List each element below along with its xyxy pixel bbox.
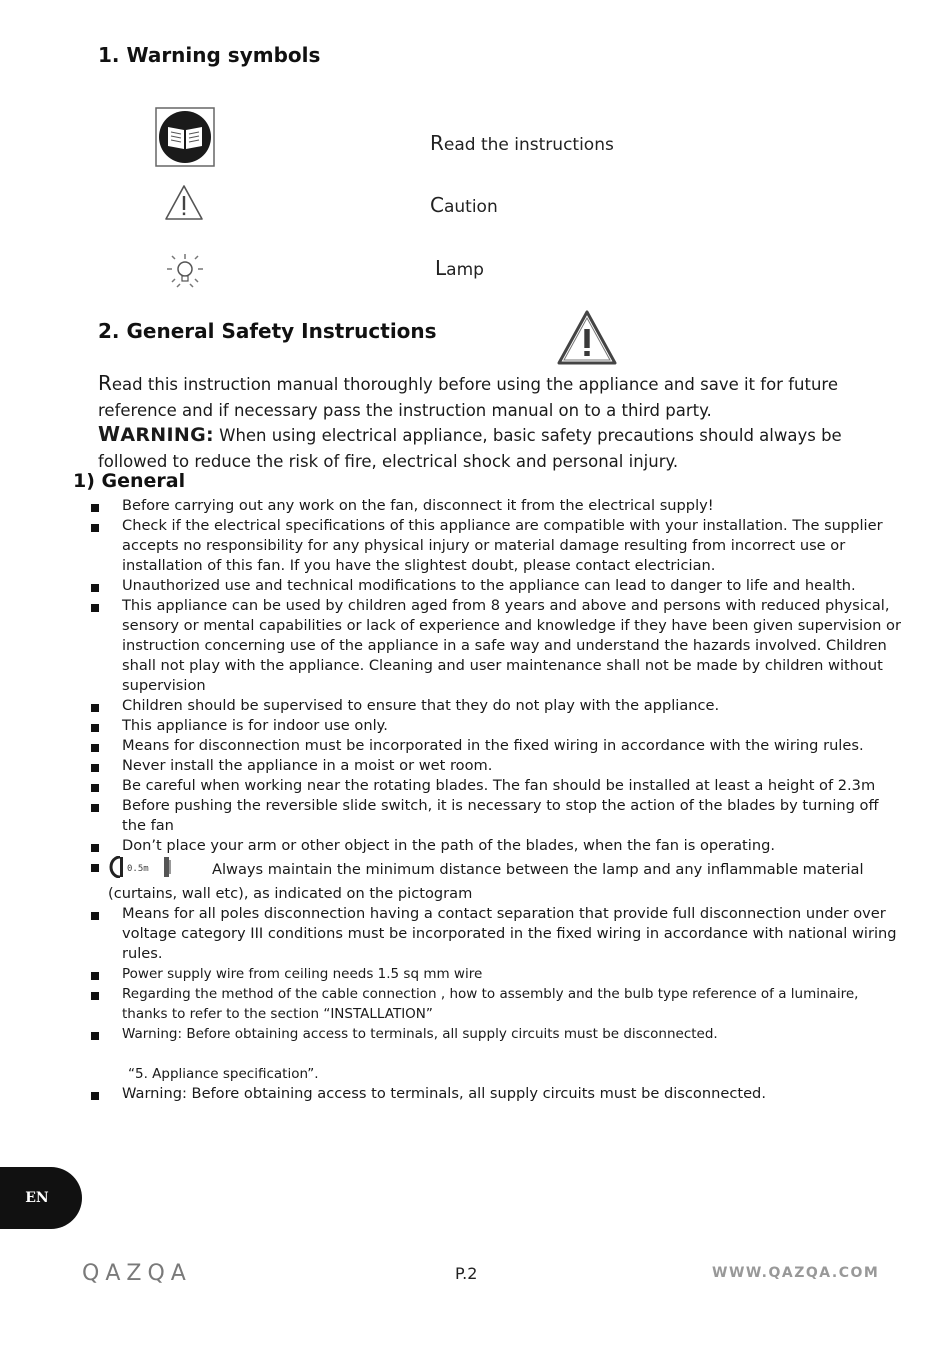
spec-reference: “5. Appliance specification”. xyxy=(128,1066,319,1082)
brand-logo: QAZQA xyxy=(82,1261,192,1286)
intro-paragraph: Read this instruction manual thoroughly before using the appliance and save it for future reference and if necessary pass the instruction manual on to a third party. xyxy=(98,371,838,420)
list-item-distance: 0.5m Always maintain the minimum distance between the lamp and any inflammable material (curtains, wall etc), as indicated on the pictogram xyxy=(88,856,903,904)
warning-label: WARNING: xyxy=(98,422,214,446)
distance-pictogram-label: 0.5m xyxy=(127,864,149,874)
list-item: Check if the electrical specifications of this appliance are compatible with your installation. The supplier accepts no responsibility for any physical injury or material damage resulting from incorrect use or installation of this fan. If you have the slightest doubt, please contact electrician. xyxy=(88,516,903,576)
warning-text: When using electrical appliance, basic safety precautions should always be followed to reduce the risk of fire, electrical shock and personal injury. xyxy=(98,426,842,471)
list-item: This appliance is for indoor use only. xyxy=(88,716,903,736)
symbol-label-read-instructions: Read the instructions xyxy=(430,131,614,155)
warning-paragraph xyxy=(98,421,908,475)
section-title-general-safety: 2. General Safety Instructions xyxy=(98,319,437,343)
website-url: WWW.QAZQA.COM xyxy=(712,1265,880,1281)
general-safety-list xyxy=(88,496,903,1104)
lamp-icon xyxy=(164,251,206,295)
list-item: Warning: Before obtaining access to terminals, all supply circuits must be disconnected. xyxy=(88,1084,903,1104)
caution-triangle-icon xyxy=(556,309,618,371)
list-item: Means for all poles disconnection having a contact separation that provide full disconnection under over voltage category III conditions must be incorporated in the fixed wiring in accordance with national wiring rules. xyxy=(88,904,903,964)
list-item: Power supply wire from ceiling needs 1.5 sq mm wire xyxy=(88,964,903,984)
list-item: Children should be supervised to ensure that they do not play with the appliance. xyxy=(88,696,903,716)
list-item: Means for disconnection must be incorporated in the fixed wiring in accordance with the wiring rules. xyxy=(88,736,903,756)
caution-triangle-icon xyxy=(164,184,204,226)
book-icon xyxy=(155,107,215,171)
list-item: Never install the appliance in a moist or wet room. xyxy=(88,756,903,776)
symbol-label-caution: Caution xyxy=(430,193,498,217)
list-item: Regarding the method of the cable connection , how to assembly and the bulb type reference of a luminaire, thanks to refer to the section “INSTALLATION” xyxy=(88,984,903,1024)
page-number: P.2 xyxy=(455,1264,478,1283)
list-item: Be careful when working near the rotating blades. The fan should be installed at least a height of 2.3m xyxy=(88,776,903,796)
section-title-warning-symbols: 1. Warning symbols xyxy=(98,43,321,67)
list-item: Unauthorized use and technical modifications to the appliance can lead to danger to life and health. xyxy=(88,576,903,596)
list-item: This appliance can be used by children aged from 8 years and above and persons with reduced physical, sensory or mental capabilities or lack of experience and knowledge if they have been given supervision or instruction concerning use of the appliance in a safe way and understand the hazards involved. Children shall not play with the appliance. Cleaning and user maintenance shall not be made by children without supervision xyxy=(88,596,903,696)
list-item: Before pushing the reversible slide switch, it is necessary to stop the action of the blades by turning off the fan xyxy=(88,796,903,836)
language-tab-en: EN xyxy=(0,1167,82,1229)
list-item: Warning: Before obtaining access to terminals, all supply circuits must be disconnected. xyxy=(88,1024,903,1044)
subsection-title-general: 1) General xyxy=(73,470,186,492)
symbol-label-lamp: Lamp xyxy=(435,256,484,280)
distance-pictogram-icon xyxy=(108,856,180,884)
list-item: Don’t place your arm or other object in the path of the blades, when the fan is operating. xyxy=(88,836,903,856)
list-item: Before carrying out any work on the fan, disconnect it from the electrical supply! xyxy=(88,496,903,516)
